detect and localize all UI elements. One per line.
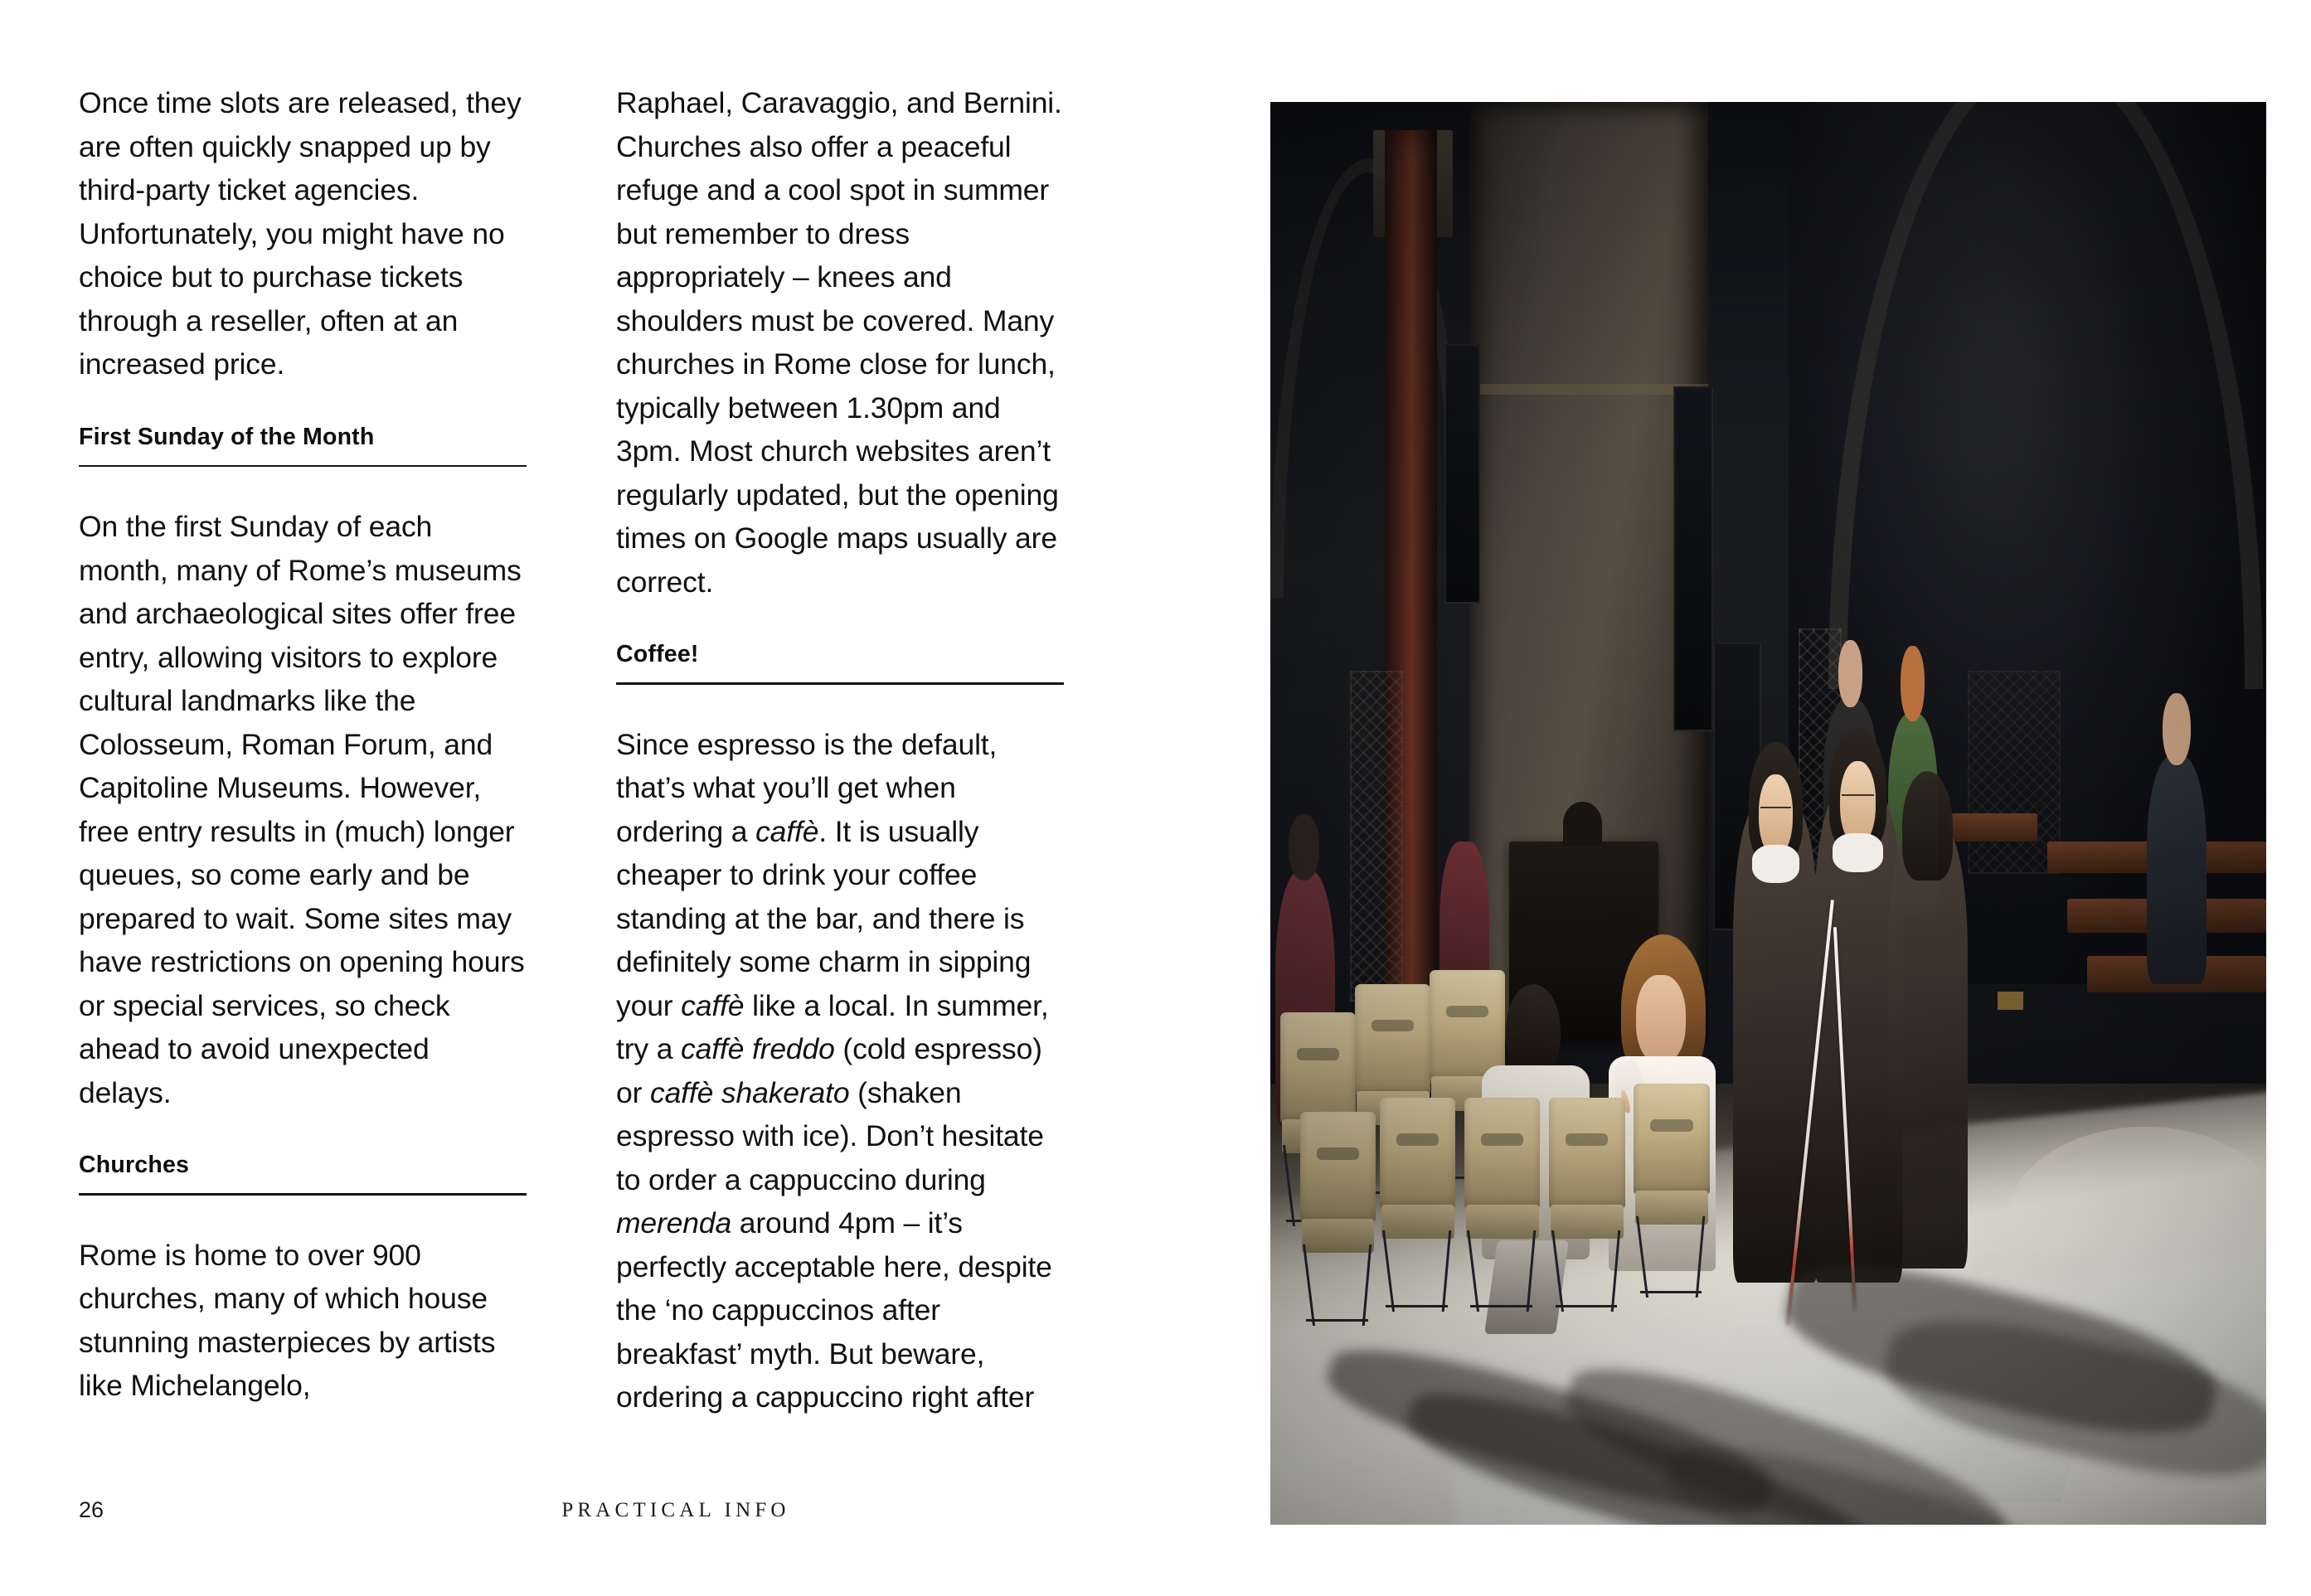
chair — [1300, 1112, 1376, 1325]
head — [1506, 984, 1561, 1078]
chair-rail — [1306, 1319, 1368, 1322]
photo-page — [1161, 0, 2311, 1596]
section-heading-churches — [79, 1151, 527, 1196]
glasses-icon — [1842, 794, 1874, 818]
chair-leg — [1636, 1216, 1648, 1298]
photo-canvas — [1270, 102, 2266, 1525]
chair-leg — [1441, 1230, 1451, 1312]
chair-leg — [1362, 1244, 1372, 1326]
coif — [1752, 845, 1799, 883]
paragraph-churches-continued: Raphael, Caravaggio, and Bernini. Churches also offer a peaceful refuge and a cool spot in summer but remember to dress appropriately – knees and shoulders must be covered. Many churches in Rome close for lunch, typically between 1.30pm and 3pm. Most church websites aren’t regularly updated, but the opening times on Google maps usually are correct. — [616, 86, 1062, 599]
chair-back — [1355, 984, 1430, 1095]
paragraph-first-sunday: On the first Sunday of each month, many of Rome’s museums and archaeological sites offer free entry, allowing visitors to explore cultural landmarks like the Colosseum, Roman Forum, and Capitoline Museums. However, free entry results in (much) longer queues, so come early and be prepared to wait. Some sites may have restrictions on opening hours or special services, so check ahead to avoid unexpected delays. — [79, 510, 525, 1109]
chair-seat — [1302, 1219, 1375, 1253]
section-heading-label: Coffee! — [616, 641, 699, 667]
metal-grille — [1350, 671, 1403, 1002]
section-heading-first-sunday — [79, 423, 527, 468]
chair — [1380, 1098, 1455, 1311]
gold-plaque — [1998, 992, 2023, 1010]
chair-back — [1280, 1012, 1356, 1123]
text-columns — [79, 81, 1066, 1441]
chair-leg — [1551, 1230, 1564, 1312]
heading-rule — [616, 682, 1064, 685]
section-heading-label: First Sunday of the Month — [79, 423, 375, 450]
glasses-icon — [1760, 807, 1791, 830]
chair-leg — [1467, 1230, 1479, 1312]
paragraph-churches: Rome is home to over 900 churches, many of which house stunning masterpieces by artists like Michelangelo, — [79, 1238, 496, 1402]
basilica-photograph — [1270, 102, 2266, 1525]
veil — [1902, 771, 1953, 880]
chair-back — [1380, 1098, 1455, 1209]
chair-rail — [1556, 1305, 1618, 1307]
wall-niche — [1673, 386, 1712, 731]
text-column-2 — [616, 81, 1064, 1441]
running-head: PRACTICAL INFO — [561, 1499, 790, 1521]
chair — [1549, 1098, 1624, 1311]
chair-seat — [1635, 1191, 1708, 1225]
paragraph-time-slots: Once time slots are released, they are often quickly snapped up by third-party ticket agencies. Unfortunately, you might have no choice but to purchase tickets through a reseller, often at an increased price. — [79, 86, 522, 381]
chair-rail — [1386, 1305, 1448, 1307]
coif — [1833, 833, 1883, 872]
chair — [1634, 1084, 1709, 1297]
chair-seat — [1551, 1205, 1624, 1239]
heading-rule — [79, 465, 527, 468]
chair-leg — [1526, 1230, 1536, 1312]
chair — [1464, 1098, 1540, 1311]
page-footer — [79, 1497, 1066, 1538]
background-figure — [2147, 756, 2207, 984]
chair-leg — [1382, 1230, 1395, 1312]
chair-leg — [1696, 1216, 1706, 1298]
wall-niche — [1444, 344, 1479, 604]
page-number: 26 — [79, 1497, 104, 1522]
chair-back — [1549, 1098, 1624, 1209]
chair-leg — [1303, 1244, 1315, 1326]
text-column-1 — [79, 81, 527, 1441]
standing-nun — [1888, 771, 1968, 1269]
chair-back — [1464, 1098, 1540, 1209]
chair-leg — [1283, 1145, 1295, 1226]
face — [1636, 975, 1686, 1064]
section-heading-label: Churches — [79, 1152, 190, 1178]
chair-back — [1634, 1084, 1709, 1195]
metal-grille — [1968, 671, 2061, 873]
chair-leg — [1610, 1230, 1620, 1312]
chair-back — [1300, 1112, 1376, 1223]
standing-nun — [1733, 742, 1818, 1283]
chair-seat — [1381, 1205, 1454, 1239]
chair-seat — [1466, 1205, 1539, 1239]
chair-rail — [1470, 1305, 1532, 1307]
habit — [1888, 831, 1968, 1269]
chair-rail — [1640, 1291, 1702, 1293]
paragraph-coffee: Since espresso is the default, that’s what you’ll get when ordering a caffè. It is usually cheaper to drink your coffee standing at the bar, and there is definitely some charm in sipping your caffè like a local. In summer, try a caffè freddo (cold espresso) or caffè shakerato (shaken espresso with ice). Don’t hesitate to order a cappuccino during merenda around 4pm – it’s perfectly acceptable here, despite the ‘no cappuccinos after breakfast’ myth. But beware, ordering a cappuccino right after — [616, 727, 1052, 1414]
section-heading-coffee — [616, 640, 1064, 685]
heading-rule — [79, 1193, 527, 1196]
